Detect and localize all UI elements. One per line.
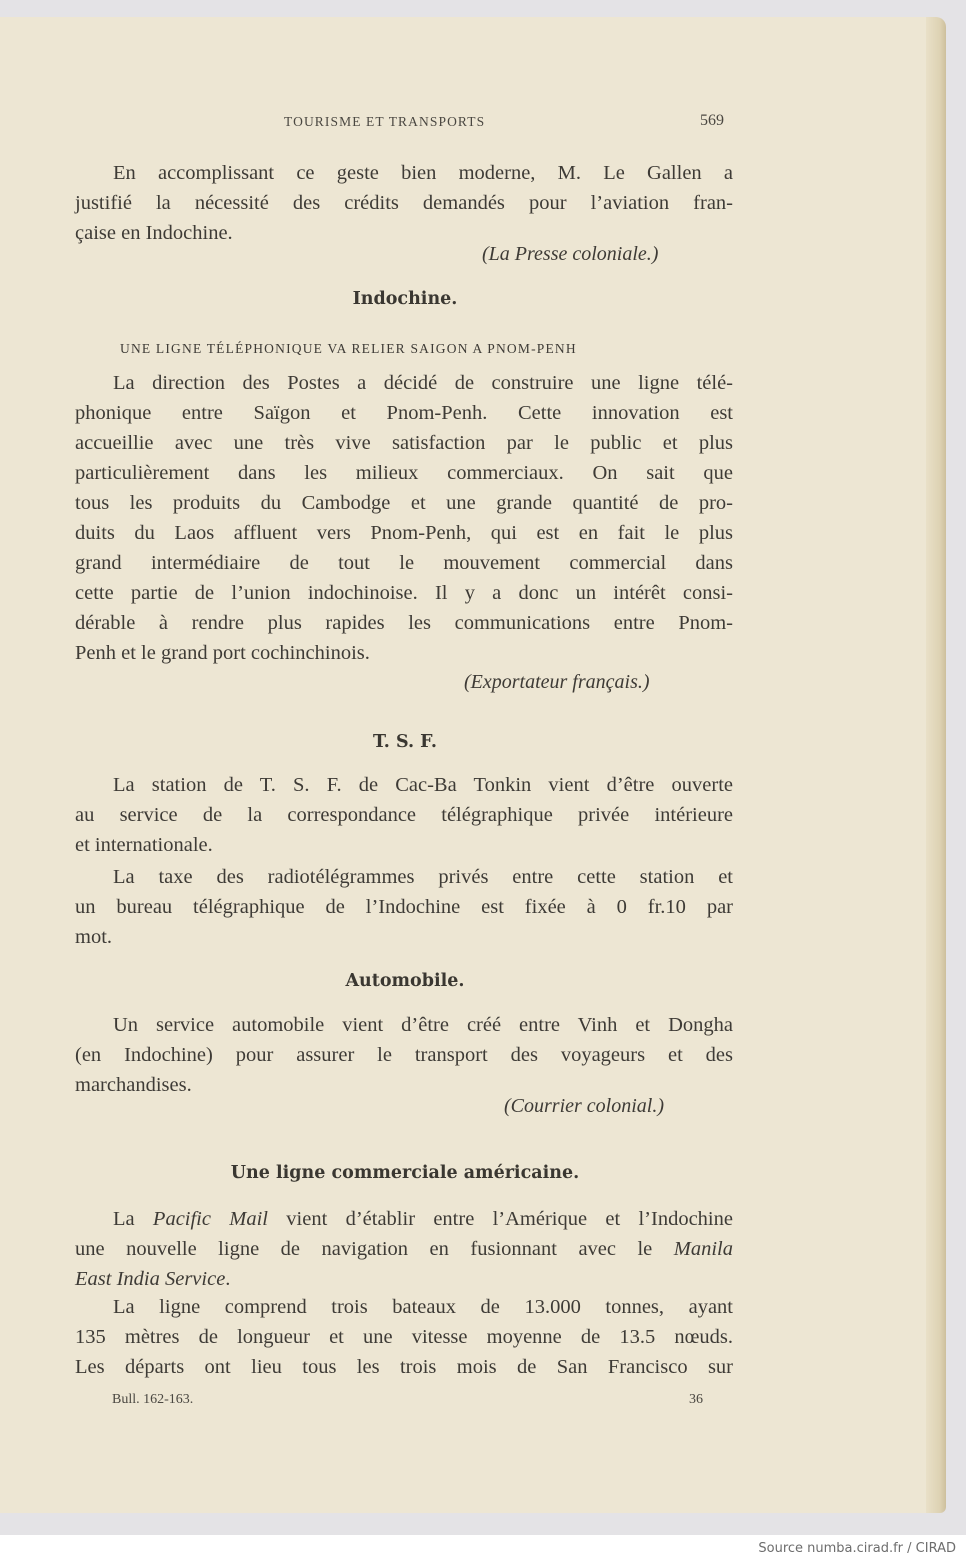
ligne-paragraph-1: [75, 1204, 733, 1294]
text-line: La ligne comprend trois bateaux de 13.000 tonnes, ayant: [113, 1296, 733, 1318]
italic-name: Manila: [673, 1238, 733, 1260]
intro-paragraph: [75, 158, 733, 248]
text-line: justifié la nécessité des crédits demandés pour l’aviation fran-: [75, 192, 733, 214]
tsf-paragraph-2: [75, 862, 733, 952]
text-line: cette partie de l’union indochinoise. Il y a donc un intérêt consi-: [75, 582, 733, 604]
section-heading-tsf: T. S. F.: [373, 732, 437, 752]
ligne-paragraph-2: [75, 1292, 733, 1382]
section-subheading: UNE LIGNE TÉLÉPHONIQUE VA RELIER SAIGON A PNOM-PENH: [120, 341, 577, 356]
text-line: La taxe des radiotélégrammes privés entre cette station et: [113, 866, 733, 888]
page-edge: [926, 17, 946, 1513]
section-heading-ligne-commerciale: Une ligne commerciale américaine.: [230, 1163, 580, 1183]
text-line: (en Indochine) pour assurer le transport des voyageurs et des: [75, 1044, 733, 1066]
text-line: La direction des Postes a décidé de construire une ligne télé-: [113, 372, 733, 394]
text-line: çaise en Indochine.: [75, 222, 233, 244]
running-head: TOURISME ET TRANSPORTS: [284, 114, 486, 129]
text-line: La station de T. S. F. de Cac-Ba Tonkin vient d’être ouverte: [113, 774, 733, 796]
text-line: 135 mètres de longueur et une vitesse moyenne de 13.5 nœuds.: [75, 1326, 733, 1348]
source-citation: (Courrier colonial.): [504, 1095, 664, 1117]
text-line: Penh et le grand port cochinchinois.: [75, 642, 370, 664]
text-line: marchandises.: [75, 1074, 192, 1096]
text-line: Les départs ont lieu tous les trois mois de San Francisco sur: [75, 1356, 733, 1378]
footer-signature: 36: [689, 1392, 703, 1407]
text-line: La Pacific Mail vient d’établir entre l’Amérique et l’Indochine: [113, 1208, 733, 1230]
text-line: phonique entre Saïgon et Pnom-Penh. Cette innovation est: [75, 402, 733, 424]
source-citation: (Exportateur français.): [464, 671, 650, 693]
italic-name: East India Service: [75, 1268, 226, 1290]
text-line: dérable à rendre plus rapides les communications entre Pnom-: [75, 612, 733, 634]
text-line: duits du Laos affluent vers Pnom-Penh, qui est en fait le plus: [75, 522, 733, 544]
indochine-paragraph: [75, 368, 733, 668]
text-line: un bureau télégraphique de l’Indochine est fixée à 0 fr.10 par: [75, 896, 733, 918]
text-line: au service de la correspondance télégraphique privée intérieure: [75, 804, 733, 826]
footer-bulletin: Bull. 162-163.: [112, 1392, 194, 1407]
text-line: et internationale.: [75, 834, 213, 856]
text-line: grand intermédiaire de tout le mouvement commercial dans: [75, 552, 733, 574]
page-number: 569: [700, 112, 724, 129]
text-line: particulièrement dans les milieux commerciaux. On sait que: [75, 462, 733, 484]
source-credit: Source numba.cirad.fr / CIRAD: [758, 1541, 956, 1556]
text-line: tous les produits du Cambodge et une grande quantité de pro-: [75, 492, 733, 514]
tsf-paragraph-1: [75, 770, 733, 860]
text-line: mot.: [75, 926, 113, 948]
source-citation: (La Presse coloniale.): [482, 243, 659, 265]
section-heading-indochine: Indochine.: [352, 289, 458, 309]
section-heading-automobile: Automobile.: [345, 971, 465, 991]
automobile-paragraph: [75, 1010, 733, 1100]
text-line: une nouvelle ligne de navigation en fusionnant avec le Manila: [75, 1238, 733, 1260]
text-line: Un service automobile vient d’être créé entre Vinh et Dongha: [113, 1014, 733, 1036]
text-line: accueillie avec une très vive satisfaction par le public et plus: [75, 432, 733, 454]
italic-name: Pacific Mail: [152, 1208, 268, 1230]
text-line: En accomplissant ce geste bien moderne, M. Le Gallen a: [113, 162, 733, 184]
text-line: East India Service.: [75, 1268, 231, 1290]
